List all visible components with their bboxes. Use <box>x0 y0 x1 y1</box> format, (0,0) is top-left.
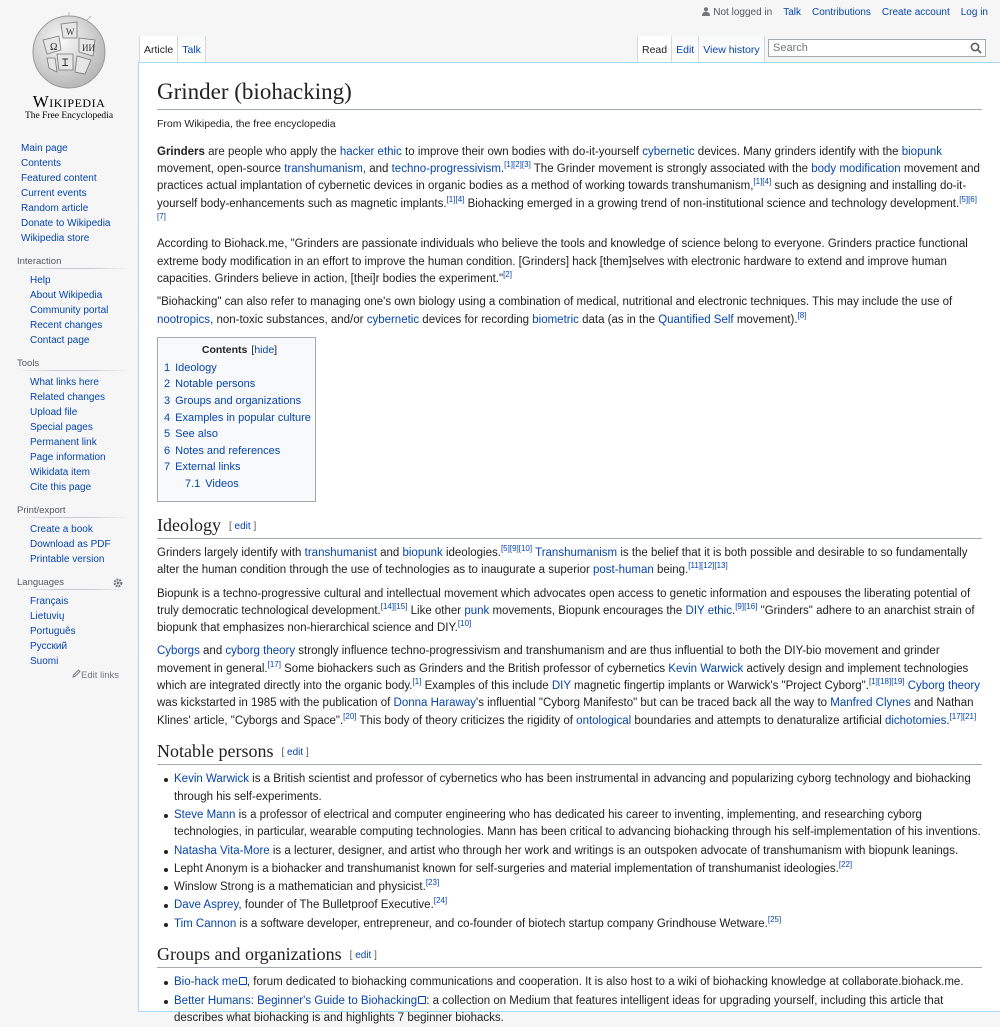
list-item: Tim Cannon is a software developer, entrepreneur, and co-founder of biotech startup company Grindhouse Wetware.[25] <box>174 916 982 933</box>
edit-ideology-link[interactable]: edit <box>234 520 251 532</box>
sidebar-interaction <box>0 256 138 348</box>
search-icon[interactable] <box>970 42 982 54</box>
languages-heading: Languages <box>17 577 129 591</box>
wikipedia-globe-icon <box>27 10 111 90</box>
toc-title: Contents [hide] <box>201 343 278 356</box>
link-biopunk-2[interactable]: biopunk <box>402 547 443 559</box>
ideology-paragraph-3: Cyborgs and cyborg theory strongly influence techno-progressivism and transhumanism and are thus influential to both the DIY-bio movement and grinder movement in general.[17] Some biohackers such as Grinders and the British professor of cybernetics Kevin Warwick actively design and implement technologies which are integrated directly into the organic body.[1] Examples of this include DIY magnetic fingertip implants or Warwick's "Project Cyborg".[1][18][19] Cyborg theory was kickstarted in 1985 with the publication of Donna Haraway's influential "Cyborg Manifesto" but can be traced back all the way to Manfred Clynes and Nathan Klines' article, "Cyborgs and Space".[20] This body of theory criticizes the rigidity of ontological boundaries and attempts to denaturalize artificial dichotomies.[17][21] <box>157 645 980 727</box>
page-title: Grinder (biohacking) <box>157 77 982 110</box>
list-item: Steve Mann is a professor of electrical and computer engineering who has dedicated his career to inventing, implementing, and researching cyborg technologies, in particular, wearable computing technologies. Mann has been critical to advancing biohacking through his self-implementation of his inventions. <box>174 807 982 842</box>
toc-item[interactable]: 7.1 Videos <box>185 478 239 491</box>
heading-groups: Groups and organizations [ edit ] <box>157 943 982 968</box>
create-account-link[interactable]: Create account <box>881 7 950 18</box>
link-natasha-vita-more[interactable]: Natasha Vita-More <box>174 844 270 857</box>
language-русский[interactable]: Русский <box>30 641 68 652</box>
intro-paragraph-2: According to Biohack.me, "Grinders are passionate individuals who believe the tools and knowledge of science belong to everyone. Grinders practice functional extreme body modification in an effort to improve the human condition. [Grinders] hack [them]selves with electronic hardware to extend and improve human capacities. Grinders believe in action, [thei]r bodies the experiment."[2] <box>157 238 968 285</box>
list-item: Bio-hack me , forum dedicated to biohacking communications and cooperation. It is also host to a wiki of biohacking knowledge at collaborate.biohack.me. <box>174 974 982 991</box>
contributions-link[interactable]: Contributions <box>812 7 871 18</box>
table-of-contents <box>157 337 316 502</box>
link-body-modification[interactable]: body modification <box>811 163 901 176</box>
link-cyborgs[interactable]: Cyborgs <box>157 645 200 658</box>
link-diy-ethic[interactable]: DIY ethic <box>685 604 732 617</box>
sidebar-item-download-as-pdf[interactable]: Download as PDF <box>30 539 111 550</box>
list-item: Kevin Warwick is a British scientist and professor of cybernetics who has been instrumental in advancing and popularizing cyborg technology and biohacking through his self-experiments. <box>174 771 982 806</box>
link-kevin-warwick-2[interactable]: Kevin Warwick <box>174 773 249 786</box>
intro-paragraph-1: Grinders are people who apply the hacker ethic to improve their own bodies with do-it-yourself cybernetic devices. Many grinders identify with the biopunk movement, open-source transhumanism, and techno-progressivism.[1][2][3] The Grinder movement is strongly associated with the body modification movement and practices actual implantation of cybernetic devices in organic bodies as a method of working towards transhumanism,[1][4] such as designing and installing do-it-yourself body-enhancements such as magnetic implants.[1][4] Biohacking emerged in a growing trend of non-institutional science and technology development.[5][6][7] <box>157 145 980 222</box>
svg-text:Ω: Ω <box>50 42 58 53</box>
link-dichotomies[interactable]: dichotomies <box>884 714 947 727</box>
edit-notable-link[interactable]: edit <box>287 746 304 758</box>
wikipedia-wordmark: Wikipedia <box>32 92 106 111</box>
toc-item[interactable]: 6 Notes and references <box>164 444 281 457</box>
link-bio-hack-me[interactable]: Bio-hack me <box>174 976 247 988</box>
ideology-paragraph-2: Biopunk is a techno-progressive cultural and intellectual movement which advocates open access to genetic information and espouses the liberating potential of truly democratic technological development.[14][15] Like other punk movements, Biopunk encourages the DIY ethic.[9][16] "Grinders" adhere to an anarchist strain of biopunk that emphasizes non-hierarchical science and DIY.[10] <box>157 587 975 635</box>
sidebar-languages <box>0 577 138 681</box>
sidebar <box>0 138 138 691</box>
link-quantified-self[interactable]: Quantified Self <box>658 313 734 326</box>
edit-links[interactable]: Edit links <box>0 669 138 681</box>
link-kevin-warwick[interactable]: Kevin Warwick <box>668 662 744 675</box>
link-post-human[interactable]: post-human <box>593 564 654 577</box>
wikipedia-tagline: The Free Encyclopedia <box>24 111 114 121</box>
sidebar-item-current-events[interactable]: Current events <box>21 188 87 199</box>
link-biopunk[interactable]: biopunk <box>901 145 943 158</box>
heading-ideology: Ideology [ edit ] <box>157 514 982 539</box>
link-punk[interactable]: punk <box>464 604 490 617</box>
link-donna-haraway[interactable]: Donna Haraway <box>393 697 476 710</box>
svg-text:W: W <box>66 27 75 37</box>
print-heading: Print/export <box>17 505 129 519</box>
svg-text:ИИ: ИИ <box>82 43 95 53</box>
tab-edit[interactable]: Edit <box>671 36 698 62</box>
link-techno-progressivism[interactable]: techno-progressivism <box>391 163 501 176</box>
sidebar-item-special-pages[interactable]: Special pages <box>30 422 93 433</box>
sidebar-item-wikipedia-store[interactable]: Wikipedia store <box>21 233 90 244</box>
not-logged-in: Not logged in <box>702 7 772 18</box>
talk-link[interactable]: Talk <box>783 7 801 18</box>
link-steve-mann[interactable]: Steve Mann <box>174 808 236 821</box>
toc-item[interactable]: 4 Examples in popular culture <box>164 411 311 424</box>
edit-groups-link[interactable]: edit <box>355 950 372 962</box>
link-cyborg-theory-2[interactable]: Cyborg theory <box>907 680 980 693</box>
interaction-heading: Interaction <box>17 256 129 270</box>
sidebar-item-contact-page[interactable]: Contact page <box>30 335 90 346</box>
link-transhumanism[interactable]: transhumanism <box>284 163 363 176</box>
wikipedia-logo[interactable] <box>14 10 124 121</box>
groups-list <box>157 974 982 1027</box>
view-tabs <box>637 36 765 62</box>
personal-tools <box>702 7 988 18</box>
sidebar-item-contents[interactable]: Contents <box>21 158 62 169</box>
search-input[interactable] <box>768 39 986 57</box>
sidebar-item-cite-this-page[interactable]: Cite this page <box>30 482 92 493</box>
toc-item[interactable]: 3 Groups and organizations <box>164 395 302 408</box>
sidebar-print <box>0 505 138 567</box>
sidebar-item-donate-to-wikipedia[interactable]: Donate to Wikipedia <box>21 218 111 229</box>
sidebar-item-community-portal[interactable]: Community portal <box>30 305 109 316</box>
link-biometric[interactable]: biometric <box>532 313 579 326</box>
list-item: Winslow Strong is a mathematician and physicist.[23] <box>174 879 982 896</box>
sidebar-item-recent-changes[interactable]: Recent changes <box>30 320 103 331</box>
sidebar-item-main-page[interactable]: Main page <box>21 143 68 154</box>
tab-talk[interactable]: Talk <box>177 36 206 62</box>
tab-read[interactable]: Read <box>637 36 671 62</box>
sidebar-item-upload-file[interactable]: Upload file <box>30 407 78 418</box>
list-item: Natasha Vita-More is a lecturer, designer, and artist who through her work and writings is an outspoken advocate of transhumanism with biopunk leanings. <box>174 843 982 860</box>
list-item: Better Humans: Beginner's Guide to Biohacking : a collection on Medium that features intelligent ideas for upgrading yourself, including this article that describes what biohacking is and highlights 7 beginner biohacks. <box>174 993 982 1027</box>
toc-item[interactable]: 1 Ideology <box>164 361 217 374</box>
tools-heading: Tools <box>17 358 129 372</box>
content <box>138 62 1000 1025</box>
link-diy[interactable]: DIY <box>551 680 571 693</box>
sidebar-item-create-a-book[interactable]: Create a book <box>30 524 93 535</box>
link-manfred-clynes[interactable]: Manfred Clynes <box>830 697 911 710</box>
toc-item[interactable]: 5 See also <box>164 428 218 441</box>
link-ontological[interactable]: ontological <box>576 714 632 727</box>
link-better-humans[interactable]: Better Humans: Beginner's Guide to Biohacking <box>174 995 426 1007</box>
link-cybernetic[interactable]: cybernetic <box>642 145 695 158</box>
list-item: Dave Asprey, founder of The Bulletproof Executive.[24] <box>174 897 982 914</box>
sidebar-item-related-changes[interactable]: Related changes <box>30 392 106 403</box>
tab-article[interactable]: Article <box>139 36 177 62</box>
language-lietuvių[interactable]: Lietuvių <box>30 611 65 622</box>
toc-item[interactable]: 2 Notable persons <box>164 378 256 391</box>
gear-icon[interactable] <box>112 577 124 589</box>
tab-view-history[interactable]: View history <box>698 36 764 62</box>
link-nootropics[interactable]: nootropics <box>157 313 211 326</box>
sidebar-item-about-wikipedia[interactable]: About Wikipedia <box>30 290 103 301</box>
heading-notable-persons: Notable persons [ edit ] <box>157 740 982 765</box>
svg-text:Ꮖ: Ꮖ <box>62 58 69 69</box>
sidebar-item-random-article[interactable]: Random article <box>21 203 89 214</box>
sidebar-item-permanent-link[interactable]: Permanent link <box>30 437 97 448</box>
link-cybernetic-2[interactable]: cybernetic <box>366 313 420 326</box>
link-tim-cannon[interactable]: Tim Cannon <box>174 917 237 930</box>
search-placeholder: Search <box>773 42 808 54</box>
sidebar-item-help[interactable]: Help <box>30 275 51 286</box>
notable-persons-list <box>157 771 982 933</box>
language-suomi[interactable]: Suomi <box>30 656 59 667</box>
toc-hide-link[interactable]: hide <box>254 343 275 356</box>
user-icon <box>702 7 710 16</box>
sidebar-tools <box>0 358 138 495</box>
sidebar-navigation <box>0 141 138 246</box>
link-transhumanist[interactable]: transhumanist <box>304 547 377 559</box>
log-in-link[interactable]: Log in <box>960 7 988 18</box>
language-português[interactable]: Português <box>30 626 76 637</box>
list-item: Lepht Anonym is a biohacker and transhumanist known for self-surgeries and material implementation of transhumanist ideologies.[22] <box>174 861 982 878</box>
sidebar-item-featured-content[interactable]: Featured content <box>21 173 97 184</box>
ideology-paragraph-1: Grinders largely identify with transhumanist and biopunk ideologies.[5][9][10] Transhumanism is the belief that it is both possible and desirable to so fundamentally alter the human condition through the use of technologies as to inaugurate a superior post-human being.[11][12][13] <box>157 544 968 577</box>
sidebar-item-what-links-here[interactable]: What links here <box>30 377 99 388</box>
link-transhumanism-2[interactable]: Transhumanism <box>535 547 618 559</box>
intro-paragraph-3: "Biohacking" can also refer to managing one's own biology using a combination of medical, nutritional and electronic techniques. This may include the use of nootropics, non-toxic substances, and/or cybernetic devices for recording biometric data (as in the Quantified Self movement).[8] <box>157 296 953 326</box>
site-subtitle: From Wikipedia, the free encyclopedia <box>157 117 336 130</box>
link-hacker-ethic[interactable]: hacker ethic <box>339 145 402 158</box>
namespace-tabs <box>139 36 206 62</box>
sidebar-item-printable-version[interactable]: Printable version <box>30 554 105 565</box>
language-français[interactable]: Français <box>30 596 69 607</box>
sidebar-item-page-information[interactable]: Page information <box>30 452 106 463</box>
link-cyborg-theory[interactable]: cyborg theory <box>225 645 296 658</box>
sidebar-item-wikidata-item[interactable]: Wikidata item <box>30 467 91 478</box>
toc-item[interactable]: 7 External links <box>164 461 241 474</box>
pencil-icon <box>72 669 81 678</box>
link-dave-asprey[interactable]: Dave Asprey <box>174 899 239 912</box>
